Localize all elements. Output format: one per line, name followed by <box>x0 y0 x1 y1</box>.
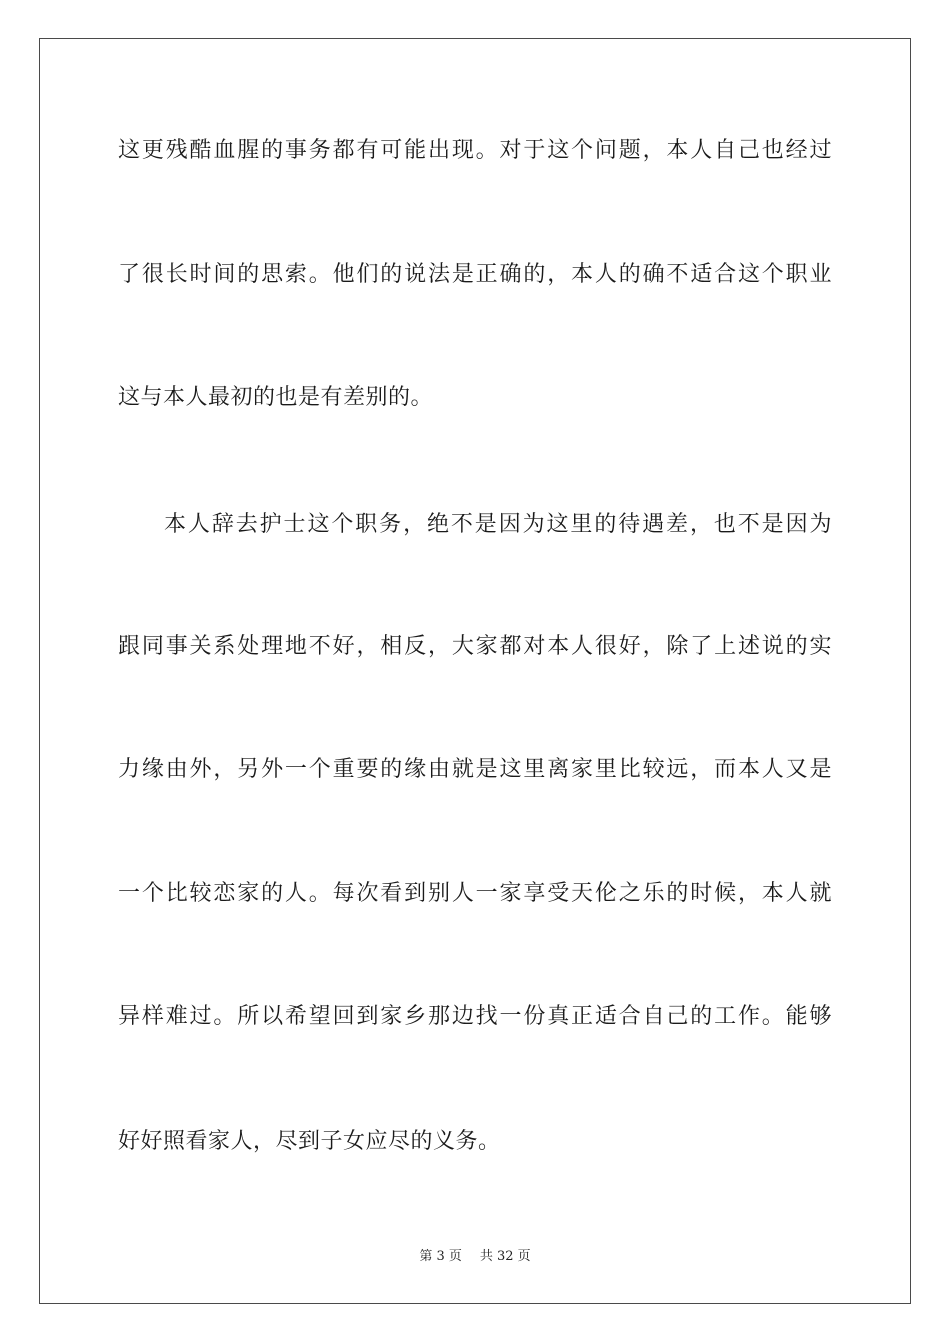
page-number: 第 3 页 <box>419 1249 462 1264</box>
body-line-6: 力缘由外，另外一个重要的缘由就是这里离家里比较远，而本人又是 <box>118 757 832 782</box>
page-total: 共 32 页 <box>479 1249 531 1264</box>
body-line-2: 了很长时间的思索。他们的说法是正确的，本人的确不适合这个职业 <box>118 262 832 287</box>
body-line-1: 这更残酷血腥的事务都有可能出现。对于这个问题，本人自己也经过 <box>118 138 832 163</box>
page-border <box>39 38 911 1304</box>
body-line-7: 一个比较恋家的人。每次看到别人一家享受天伦之乐的时候，本人就 <box>118 881 832 906</box>
body-line-8: 异样难过。所以希望回到家乡那边找一份真正适合自己的工作。能够 <box>118 1004 832 1029</box>
page-footer <box>0 1248 950 1266</box>
body-line-4-paragraph-start: 本人辞去护士这个职务，绝不是因为这里的待遇差，也不是因为 <box>164 512 832 537</box>
body-line-3: 这与本人最初的也是有差别的。 <box>118 385 434 410</box>
body-line-9: 好好照看家人，尽到子女应尽的义务。 <box>118 1129 501 1154</box>
body-line-5: 跟同事关系处理地不好，相反，大家都对本人很好，除了上述说的实 <box>118 634 832 659</box>
